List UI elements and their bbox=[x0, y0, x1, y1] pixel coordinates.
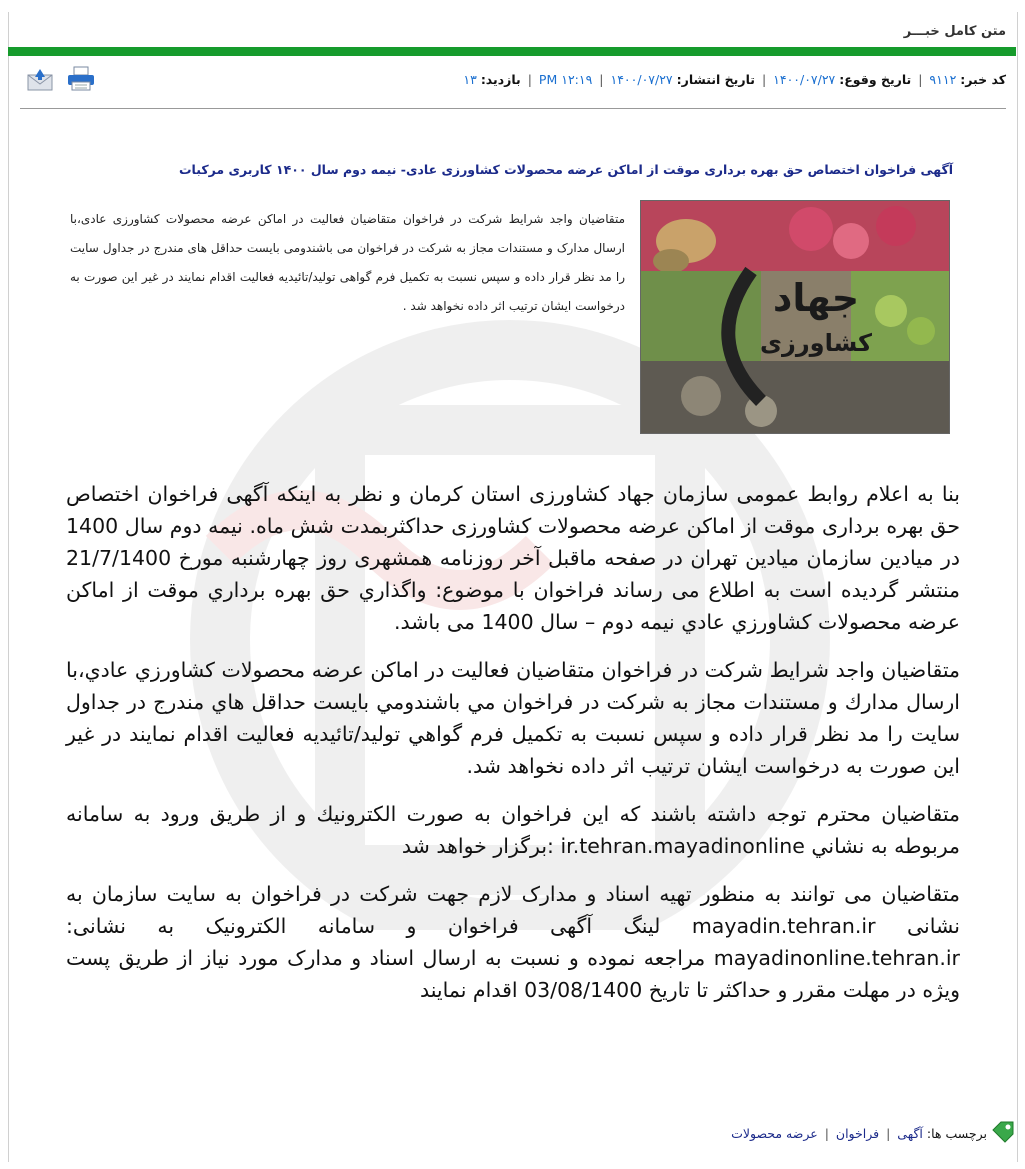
code-label: کد خبر: bbox=[960, 72, 1006, 87]
section-title: متن کامل خبـــر bbox=[903, 24, 1006, 39]
article-summary: متقاضیان واجد شرایط شرکت در فراخوان متقاضیان فعالیت در اماکن عرضه محصولات کشاورزی عادی،با ارسال مدارک و مستندات مجاز به شرکت در فراخوان می باشندومی بایست حداقل های مندرج در جداول سایت را مد نظر قرار داده و سپس نسبت به تکمیل فرم گواهی تولید/تائیدیه فعالیت اقدام نمایند در غیر این صورت به درخواست ایشان ترتیب اثر داده نخواهد شد . bbox=[70, 212, 625, 313]
image-text-1: جهاد bbox=[772, 276, 860, 320]
code-value: ۹۱۱۲ bbox=[929, 72, 957, 87]
visits-value: ۱۳ bbox=[463, 72, 477, 87]
tag-link-1[interactable]: آگهی bbox=[897, 1126, 923, 1141]
article-paragraph-1: بنا به اعلام روابط عمومی سازمان جهاد کشاورزی استان کرمان و نظر به اینکه آگهی فراخوان اختصاص حق بهره برداری موقت از اماکن عرضه محصولات کشاورزی حداکثربمدت شش ماه. نیمه دوم سال 1400 در میادین سازمان میادین تهران در صفحه ماقبل آخر روزنامه همشهری روز چهارشنبه مورخ 21/7/1400 منتشر گردیده است به اطلاع می رساند فراخوان با موضوع: واگذاري حق بهره برداري موقت از اماکن عرضه محصولات كشاورزي عادي نيمه دوم – سال 1400 می باشد. bbox=[66, 482, 960, 634]
visits-label: بازدید: bbox=[480, 72, 521, 87]
article-paragraph-4: متقاضیان می توانند به منظور تهیه اسناد و مدارک لازم جهت شرکت در فراخوان به سایت سازمان به نشانی mayadin.tehran.ir لینگ آگهی فراخوان و سامانه الکترونیک به نشانی: mayadinonline.tehran.ir مراجعه نموده و نسبت به ارسال اسناد و مدارک مورد نیاز از طریق پست ویژه در مهلت مقرر و حداکثر تا تاریخ 03/08/1400 اقدام نمایند bbox=[66, 882, 960, 1002]
tag-icon bbox=[989, 1120, 1017, 1144]
publish-time-value: ۱۲:۱۹ PM bbox=[538, 72, 593, 87]
tags-row: برچسب ها: آگهی | فراخوان | عرضه محصولات bbox=[731, 1126, 987, 1141]
article-image bbox=[640, 200, 950, 434]
tags-label: برچسب ها: bbox=[926, 1126, 987, 1141]
tag-link-3[interactable]: عرضه محصولات bbox=[731, 1126, 818, 1141]
news-meta-text: کد خبر: ۹۱۱۲ | تاریخ وقوع: ۱۴۰۰/۰۷/۲۷ | تاریخ انتشار: ۱۴۰۰/۰۷/۲۷ | ۱۲:۱۹ PM | بازدید: ۱۳ bbox=[463, 72, 1006, 87]
publish-date-label: تاریخ انتشار: bbox=[676, 72, 755, 87]
event-date-label: تاریخ وقوع: bbox=[839, 72, 912, 87]
news-meta-row bbox=[20, 66, 1008, 94]
article-title: آگهی فراخوان اختصاص حق بهره برداری موقت از اماکن عرضه محصولات کشاورزی عادی- نیمه دوم سال ۱۴۰۰ کاربری مرکبات bbox=[179, 162, 953, 177]
article-paragraph-2: متقاضيان واجد شرايط شركت در فراخوان متقاضيان فعاليت در اماكن عرضه محصولات كشاورزي عادي،با ارسال مدارك و مستندات مجاز به شركت در فراخوان مي باشندومي بايست حداقل هاي مندرج در جداول سايت را مد نظر قرار داده و سپس نسبت به تكميل فرم گواهي توليد/تائيديه فعاليت اقدام نمايند در غير اين صورت به درخواست ايشان ترتيب اثر داده نخواهد شد. bbox=[66, 658, 960, 778]
article-body bbox=[66, 478, 960, 1022]
print-icon[interactable] bbox=[66, 66, 96, 92]
section-header bbox=[8, 10, 1016, 50]
send-email-icon[interactable] bbox=[26, 66, 56, 92]
tag-link-2[interactable]: فراخوان bbox=[835, 1126, 880, 1141]
section-green-bar bbox=[8, 47, 1016, 56]
event-date-value: ۱۴۰۰/۰۷/۲۷ bbox=[773, 72, 836, 87]
meta-divider bbox=[20, 108, 1006, 109]
article-paragraph-3: متقاضيان محترم توجه داشته باشند كه اين فراخوان به صورت الكترونيك و از طريق ورود به سامانه مربوطه به نشاني ir.tehran.mayadinonline :برگزار خواهد شد bbox=[66, 802, 960, 858]
image-text-2: کشاورزی bbox=[760, 329, 872, 357]
publish-date-value: ۱۴۰۰/۰۷/۲۷ bbox=[610, 72, 673, 87]
